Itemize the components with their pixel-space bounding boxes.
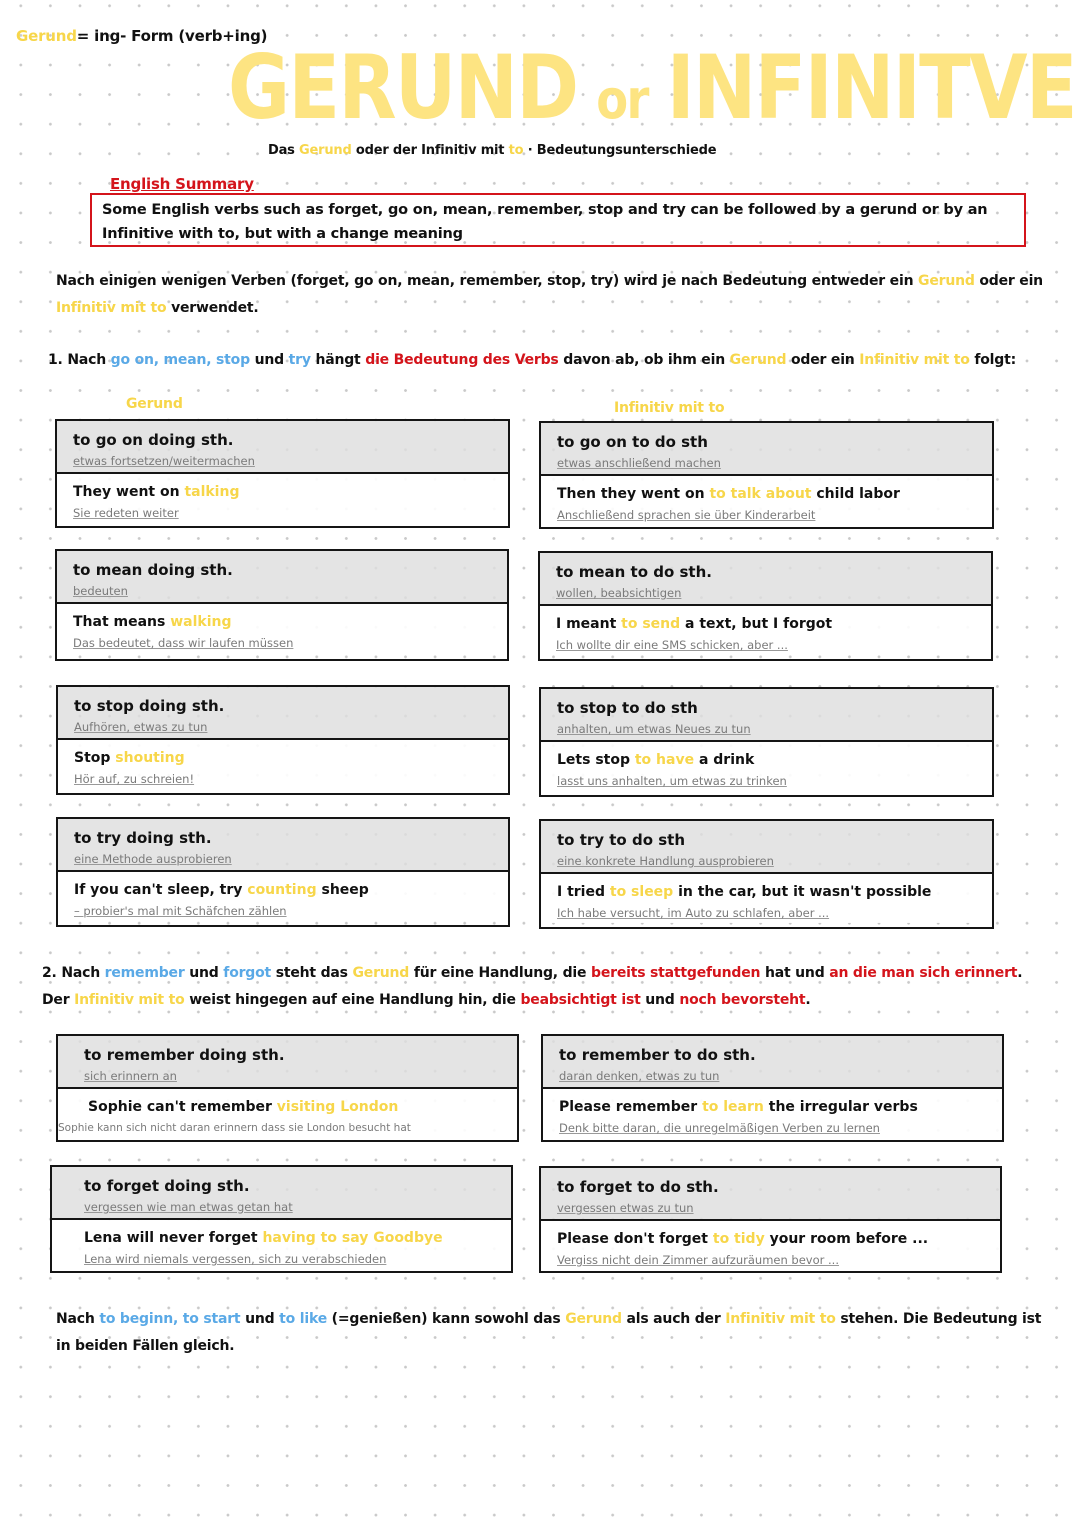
closing-paragraph: Nach to beginn, to start und to like (=genießen) kann sowohl das Gerund als auch der Infinitiv mit to stehen. Die Bedeutung ist in beiden Fällen gleich. [56,1311,1042,1354]
card-remember-infinitiv: to remember to do sth. daran denken, etwas zu tun Please remember to learn the irregular verbs Denk bitte daran, die unregelmäßigen Verben zu lernen [541,1034,1004,1142]
column-label-gerund: Gerund [126,396,183,412]
card-remember-gerund: to remember doing sth. sich erinnern an Sophie can't remember visiting London Sophie kann sich nicht daran erinnern dass sie London besucht hat [56,1034,519,1142]
card-mean-infinitiv: to mean to do sth. wollen, beabsichtigen I meant to send a text, but I forgot Ich wollte dir eine SMS schicken, aber ... [538,551,993,661]
intro-paragraph: Nach einigen wenigen Verben (forget, go on, mean, remember, stop, try) wird je nach Bedeutung entweder ein Gerund oder ein Infinitiv mit to verwendet. [56,273,1043,316]
card-forget-infinitiv: to forget to do sth. vergessen etwas zu tun Please don't forget to tidy your room before ... Vergiss nicht dein Zimmer aufzuräumen bevor ... [539,1166,1002,1273]
card-mean-gerund: to mean doing sth. bedeuten That means walking Das bedeutet, dass wir laufen müssen [55,549,509,661]
gerund-definition: Gerund= ing- Form (verb+ing) [16,27,268,45]
card-try-infinitiv: to try to do sth eine konkrete Handlung ausprobieren I tried to sleep in the car, but it wasn't possible Ich habe versucht, im Auto zu schlafen, aber ... [539,819,994,929]
column-label-infinitiv: Infinitiv mit to [614,400,725,416]
card-try-gerund: to try doing sth. eine Methode ausprobieren If you can't sleep, try counting sheep – probier's mal mit Schäfchen zählen [56,817,510,927]
section-2-heading: 2. Nach remember und forgot steht das Gerund für eine Handlung, die bereits stattgefunden hat und an die man sich erinnert. Der Infinitiv mit to weist hingegen auf eine Handlung hin, die beabsichtigt ist und noch bevorsteht. [42,965,1023,1008]
card-stop-gerund: to stop doing sth. Aufhören, etwas zu tun Stop shouting Hör auf, zu schreien! [56,685,510,795]
summary-label: English Summary [110,175,254,193]
card-go-on-gerund: to go on doing sth. etwas fortsetzen/weitermachen They went on talking Sie redeten weiter [55,419,510,528]
summary-text: Some English verbs such as forget, go on, mean, remember, stop and try can be followed by a gerund or by an Infinitive with to, but with a change meaning [102,202,988,242]
card-go-on-infinitiv: to go on to do sth etwas anschließend machen Then they went on to talk about child labor Anschließend sprachen sie über Kinderarbeit [539,421,994,529]
summary-box [90,193,1026,247]
page-title: GERUND or INFINITVE [228,36,1076,139]
section-1-heading: 1. Nach go on, mean, stop und try hängt die Bedeutung des Verbs davon ab, ob ihm ein Gerund oder ein Infinitiv mit to folgt: [48,352,1016,368]
card-forget-gerund: to forget doing sth. vergessen wie man etwas getan hat Lena will never forget having to say Goodbye Lena wird niemals vergessen, sich zu verabschieden [50,1165,513,1273]
page-subtitle: Das Gerund oder der Infinitiv mit to · Bedeutungsunterschiede [268,143,717,158]
card-stop-infinitiv: to stop to do sth anhalten, um etwas Neues zu tun Lets stop to have a drink lasst uns anhalten, um etwas zu trinken [539,687,994,797]
